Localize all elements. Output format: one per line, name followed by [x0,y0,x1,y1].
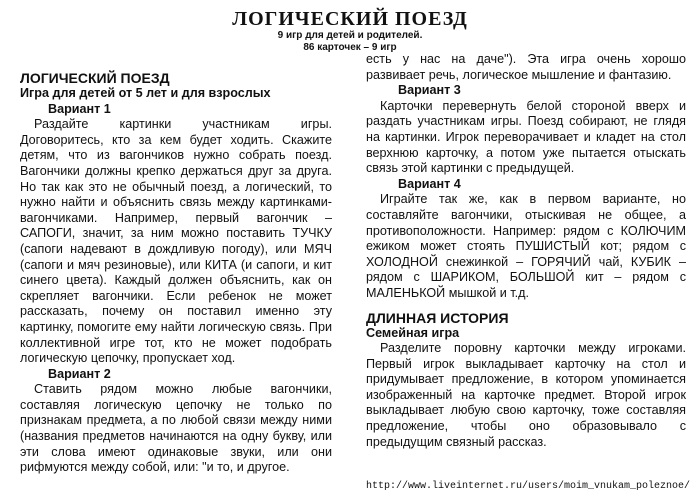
section-title-long-story: ДЛИННАЯ ИСТОРИЯ [366,309,509,326]
variant-1-text: Раздайте картинки участникам игры. Договоритесь, кто за кем будет ходить. Скажите детям, что из вагончиков нужно собрать поезд. Вагончики должны крепко держаться друг за друга. Но так как это не обычный поезд, а логический, то нужно найти и объяснить связь между картинками-вагончиками. Например, первый вагончик – САПОГИ, значит, за ним можно поставить ТУЧКУ (сапоги надевают в дождливую погоду), или МЯЧ (сапоги и мяч резиновые), или КИТА (и сапоги, и кит синего цвета). Каждый должен объяснить, как он скрепляет вагончики. Если ребенок не может рассказать, почему он поставил именно эту картинку, помогите ему найти логическую связь. При коллективной игре тот, кто не может подобрать логическую цепочку, пропускает ход. [20,117,332,366]
section-subtitle-family: Семейная игра [366,325,460,340]
variant-4-label: Вариант 4 [398,176,461,191]
variant-2-text: Ставить рядом можно любые вагончики, составляя логическую цепочку не только по признакам предмета, а по любой связи между ними (названия предметов начинаются на одну букву, или эти слова имеют одинаковые звуки, или они рифмуются между собой, или: "и то, и другое. [20,382,332,475]
variant-1-label: Вариант 1 [48,101,111,116]
variant-3-label: Вариант 3 [398,83,461,98]
page-header [0,8,700,54]
variant-4-text: Играйте так же, как в первом варианте, но составляйте вагончики, отыскивая не общее, а противоположности. Например: рядом с КОЛЮЧИМ ежиком может стоять ПУШИСТЫЙ кот; рядом с ХОЛОДНОЙ снежинкой – ГОРЯЧИЙ чай, КУБИК – рядом с ШАРИКОМ, БОЛЬШОЙ кит – рядом с МАЛЕНЬКОЙ мышкой и т.д. [366,192,686,300]
variant-2-label: Вариант 2 [48,366,111,381]
page-subtitle-games: 9 игр для детей и родителей. [277,30,423,41]
section-title-logic-train: ЛОГИЧЕСКИЙ ПОЕЗД [20,70,170,86]
right-column [366,52,686,450]
page-subtitle-cards: 86 карточек – 9 игр [303,42,397,53]
source-url-watermark: http://www.liveinternet.ru/users/moim_vnukam_poleznoe/ [365,481,690,492]
variant-2-continuation: есть у нас на даче"). Эта игра очень хорошо развивает речь, логическое мышление и фантазию. [366,52,686,82]
left-column [20,70,332,476]
variant-3-text: Карточки перевернуть белой стороной вверх и раздать участникам игры. Поезд собирают, не глядя на картинки. Игрок переворачивает и кладет на стол верхнюю карточку, а потом уже пытается отыскать связь этой картинки с предыдущей. [366,98,686,176]
long-story-text: Разделите поровну карточки между игроками. Первый игрок выкладывает карточку на стол и придумывает предложение, в котором упоминается изображенный на карточке предмет. Второй игрок выкладывает любую свою карточку, тоже составляя предложение, чтобы оно образовывало с предыдущим связный рассказ. [366,341,686,449]
section-subtitle-age: Игра для детей от 5 лет и для взрослых [20,86,271,100]
page-title: ЛОГИЧЕСКИЙ ПОЕЗД [232,8,468,30]
